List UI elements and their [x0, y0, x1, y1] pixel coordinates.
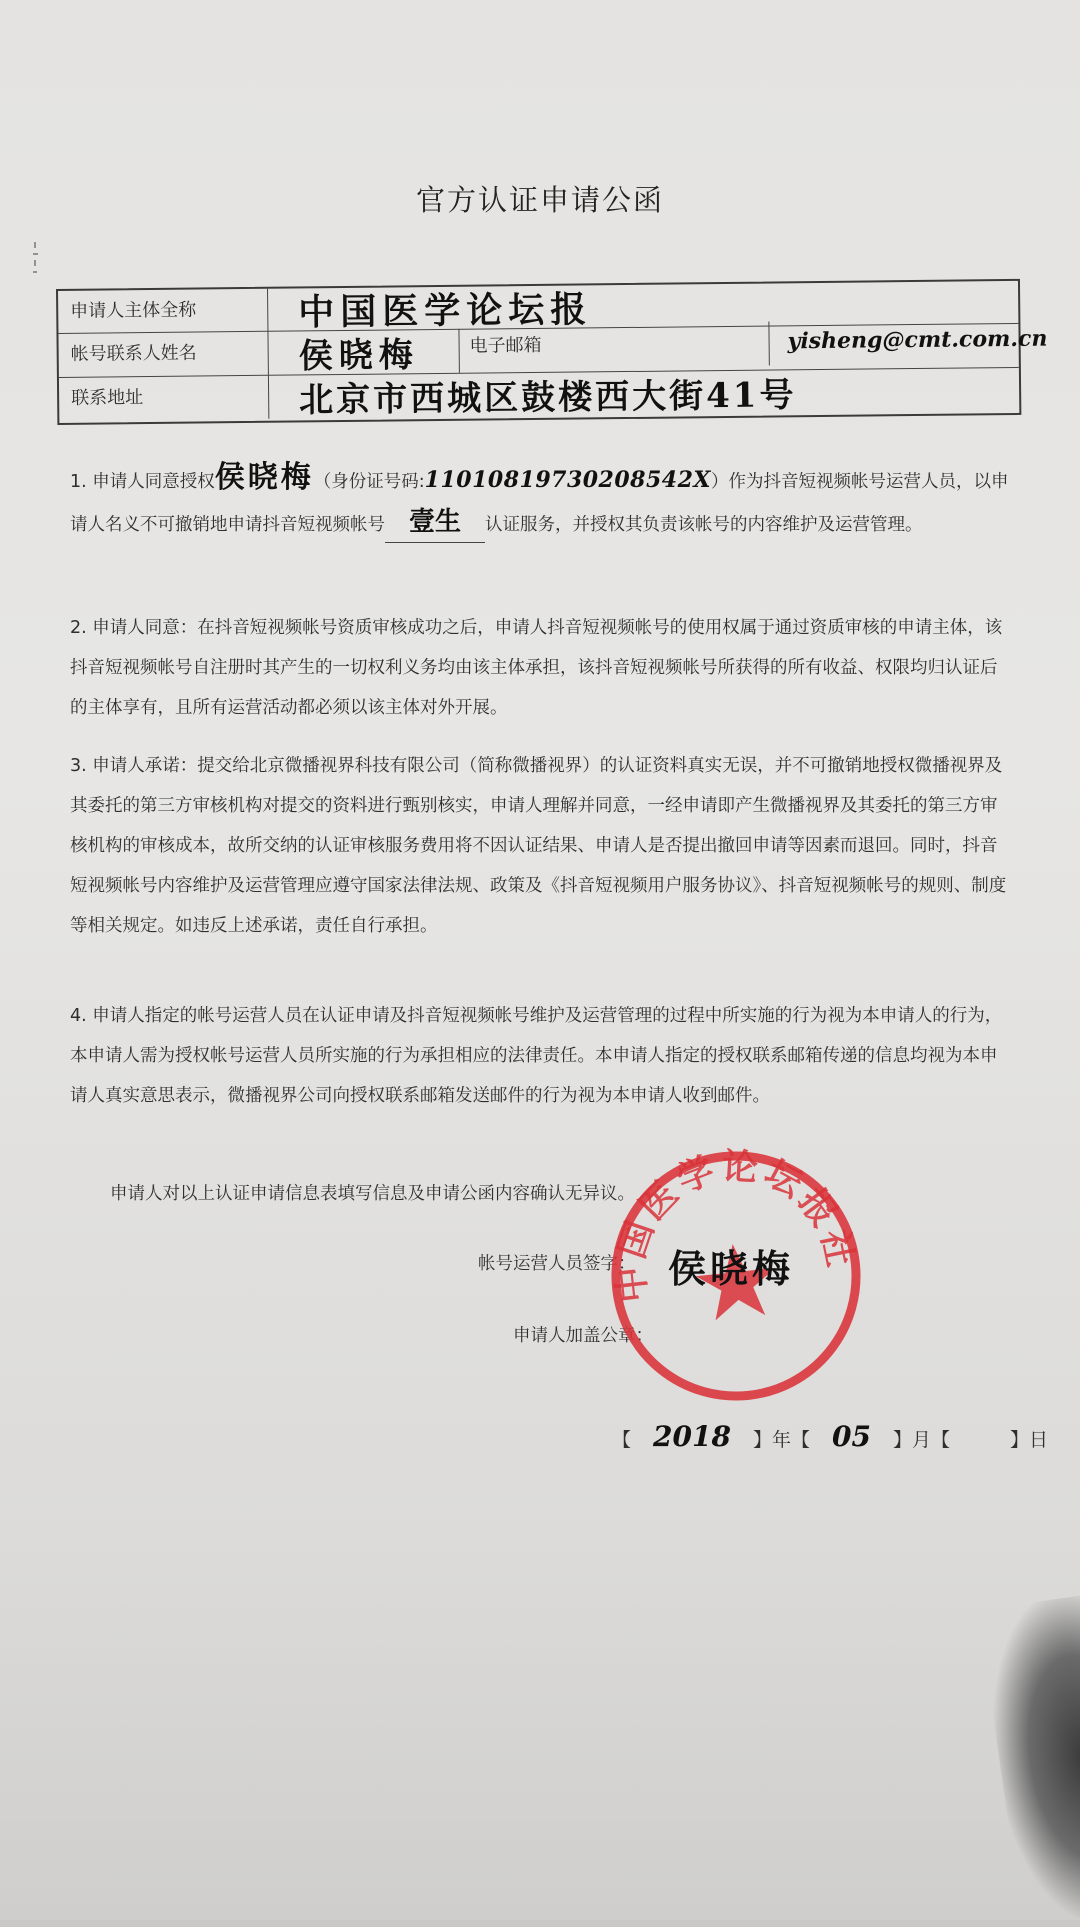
entity-name-label: 申请人主体全称: [58, 289, 268, 333]
email-label: 电子邮箱: [458, 325, 778, 372]
year-bracket: 【: [612, 1429, 632, 1451]
date-line: 【 2018 】年【 05 】月【 】日: [612, 1420, 1049, 1453]
seal-label: 申请人加盖公章：: [513, 1326, 653, 1346]
contact-name-label: 帐号联系人姓名: [58, 331, 268, 377]
seal-text: 中国医学论坛报社: [609, 1145, 862, 1305]
table-row: [59, 367, 1019, 421]
month-unit: 月: [911, 1429, 931, 1451]
signature-label: 帐号运营人员签字：: [478, 1254, 636, 1274]
margin-marks: [28, 240, 42, 280]
clause-2: 2. 申请人同意：在抖音短视频帐号资质审核成功之后，申请人抖音短视频帐号的使用权属于通过资质审核的申请主体，该抖音短视频帐号自注册时其产生的一切权利义务均由该主体承担，该抖音短视频帐号所获得的所有收益、权限均归认证后的主体享有，且所有运营活动都必须以该主体对外开展。: [70, 618, 1003, 718]
day-unit: 日: [1029, 1429, 1049, 1451]
document-title: 官方认证申请公函: [415, 183, 664, 217]
clause-1-end: 认证服务，并授权其负责该帐号的内容维护及运营管理。: [485, 515, 923, 535]
applicant-info-table: [56, 279, 1048, 425]
account-name: 壹生: [385, 502, 485, 543]
address-value: 北京市西城区鼓楼西大街41号: [298, 375, 797, 421]
clause-1-intro: 1. 申请人同意授权: [70, 472, 215, 492]
entity-name-value: 中国医学论坛报: [298, 288, 593, 334]
address-label: 联系地址: [59, 375, 269, 421]
day-value: [950, 1420, 1010, 1453]
id-label: （身份证号码:: [313, 472, 425, 492]
clause-3: 3. 申请人承诺：提交给北京微播视界科技有限公司（简称微播视界）的认证资料真实无误，并不可撤销地授权微播视界及其委托的第三方审核机构对提交的资料进行甄别核实，申请人理解并同意，一经申请即产生微播视界及其委托的第三方审核机构的审核成本，故所交纳的认证审核服务费用将不因认证结果、申请人是否提出撤回申请等因素而退回。同时，抖音短视频帐号内容维护及运营管理应遵守国家法律法规、政策及《抖音短视频用户服务协议》、抖音短视频帐号的规则、制度等相关规定。如违反上述承诺，责任自行承担。: [70, 756, 1007, 936]
clause-1-middle: ）作为抖音短视频帐号运营人员，以申请人名义不可撤销地申请抖音短视频帐号: [70, 472, 1009, 535]
id-number: 11010819730208542X: [424, 467, 711, 493]
clause-1: [70, 458, 1010, 545]
clause-4: 4. 申请人指定的帐号运营人员在认证申请及抖音短视频帐号维护及运营管理的过程中所实施的行为视为本申请人的行为，本申请人需为授权帐号运营人员所实施的行为承担相应的法律责任。本申请人指定的授权联系邮箱传递的信息均视为本申请人真实意思表示，微播视界公司向授权联系邮箱发送邮件的行为视为本申请人收到邮件。: [70, 1006, 1003, 1106]
authorized-person-name: 侯晓梅: [214, 460, 314, 495]
year-value: 2018: [653, 1420, 731, 1453]
email-value: yisheng@cmt.com.cn: [768, 319, 1018, 366]
contact-name-value: 侯晓梅: [298, 335, 419, 377]
operator-signature: 侯晓梅: [668, 1246, 795, 1291]
confirmation-statement: 申请人对以上认证申请信息表填写信息及申请公函内容确认无异议。: [110, 1184, 635, 1204]
month-value: 05: [832, 1420, 871, 1453]
year-unit: 年: [771, 1429, 791, 1451]
